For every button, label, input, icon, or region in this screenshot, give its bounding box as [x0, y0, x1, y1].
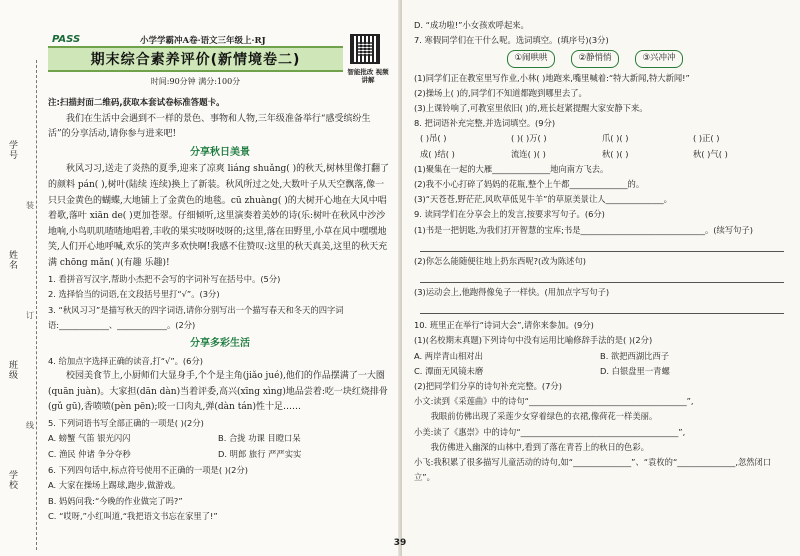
question-9-3: (3)运动会上,他跑得像兔子一样快。(用加点字写句子) [414, 287, 610, 298]
exam-meta: 时间:90分钟 满分:100分 [150, 77, 241, 86]
question-10-options-row1 [414, 349, 790, 364]
series-label: 小学学霸冲A卷·语文三年级上·RJ [140, 36, 266, 46]
qr-caption: 智能批改 视频讲解 [347, 68, 389, 84]
poem-share-3: 小飞:我积累了很多描写儿童活动的诗句,如“______________”、“袁枚的“______________,忽然闭口立”。 [414, 457, 772, 483]
question-8-row2 [414, 147, 790, 162]
exam-title: 期末综合素养评价(新情境卷二) [90, 52, 301, 68]
right-content [414, 18, 790, 485]
option-a[interactable]: A. 螃蟹 气笛 银光闪闪 [48, 433, 131, 444]
option-b[interactable]: B. 合拢 功课 目瞪口呆 [218, 433, 301, 444]
question-3: 3. “秋风习习”是描写秋天的四字词语,请你分别写出一个描写春天和冬天的四字词语:____________、____________。(2分) [48, 304, 344, 331]
autumn-passage: 秋风习习,送走了炎热的夏季,迎来了凉爽 liáng shuǎng( )的秋天,树林里像打翻了的颜料 pán( ),树叶(陆续 连续)换上了新装。秋风所过之处,大数叶子从天空飘落,像一只只金黄色的蝴蝶,大地铺上了金黄色的地毯。cū zhuàng( )的大树开心地在大风中唱着歌,落叶 xiān de( )更加苍翠。仔细倾听,这里演奏着美妙的诗(乐:树叶在秋风中沙沙地响,小鸟叽叽喳喳地唱着,丰收的果实吱呀吱呀的;这里,落在田野里,小草在风中嘿嘿地笑,人们开心地呼喊,欢乐的笑声多欢快啊!我感不住赞叹:这里的秋天真美,这里的秋天充满 chōng mǎn( )(有趣 乐趣)! [48, 164, 390, 268]
option-c[interactable]: C. “哎呀,”小红叫道,“我把语文书忘在家里了!” [48, 511, 218, 522]
option-d[interactable]: D. 明郎 旅行 严严实实 [218, 449, 302, 460]
cut-mark: 线 [26, 421, 34, 430]
poem-share-1: 小文:读到《采莲曲》中的诗句“______________________________________”, [414, 396, 694, 407]
name-label: 姓名 [7, 250, 17, 270]
question-6: 6. 下列四句话中,标点符号使用不正确的一项是( )(2分) [48, 464, 248, 475]
fill-blank[interactable]: 秋( )( ) [602, 148, 629, 159]
question-2: 2. 选择恰当的词语,在文段括号里打“√”。(3分) [48, 289, 220, 300]
fill-blank[interactable]: 成( )结( ) [420, 148, 455, 159]
question-5-options-row1 [48, 431, 392, 447]
question-7-1: (1)同学们正在教室里写作业,小林( )地跑来,嘴里喊着:“特大新闻,特大新闻!” [414, 72, 690, 83]
question-7-word-bank [414, 50, 790, 67]
word-option[interactable]: ②静悄悄 [571, 50, 618, 67]
section-title-life: 分享多彩生活 [190, 337, 250, 349]
page-number: 39 [393, 538, 407, 548]
question-7-2: (2)操场上( )的,同学们不知道都跑到哪里去了。 [414, 87, 587, 98]
scan-note: 注:扫描封面二维码,获取本套试卷标准答题卡。 [48, 98, 225, 108]
answer-line[interactable] [420, 238, 784, 252]
fill-blank[interactable]: ( )( )万( ) [511, 133, 547, 144]
question-4: 4. 给加点字选择正确的读音,打“√”。(6分) [48, 355, 203, 366]
student-id-label: 学号 [7, 140, 17, 160]
food-passage: 校园美食节上,小厨师们大显身手,个个是主角(jiǎo jué),他们的作品摆满了一大圈(quān juàn)。大家担(dān dàn)当着评委,高兴(xīng xìng)地品尝着:吃一块红烧排骨(gǔ gū),香喷喷(pèn pēn);咬一口肉丸,弹(dàn tán)性十足…… [48, 371, 388, 413]
question-9-1: (1)书是一把钥匙,为我们打开智慧的宝库;书是______________________________。(续写句子) [414, 224, 753, 235]
question-10-options-row2 [414, 364, 790, 379]
question-8: 8. 把词语补充完整,并选词填空。(9分) [414, 118, 556, 129]
binding-cut-line [36, 60, 37, 550]
poem-share-1-desc: 我眼前仿佛出现了采莲少女穿着绿色的衣裙,像荷花一样美丽。 [430, 411, 658, 422]
fill-blank[interactable]: 爪( )( ) [602, 133, 629, 144]
fill-blank[interactable]: 流连( )( ) [511, 148, 546, 159]
question-9: 9. 读同学们在分享会上的发言,按要求写句子。(6分) [414, 209, 605, 220]
answer-line[interactable] [420, 269, 784, 283]
option-d[interactable]: D. 白银盘里一青螺 [600, 365, 670, 376]
fill-blank[interactable]: ( )正( ) [693, 133, 720, 144]
option-b[interactable]: B. 妈妈问我:“今晚的作业做完了吗?” [48, 495, 183, 506]
question-10: 10. 班里正在举行“诗词大会”,请你来参加。(9分) [414, 320, 594, 331]
word-option[interactable]: ①闹哄哄 [507, 50, 554, 67]
question-5-options-row2 [48, 447, 392, 463]
option-a[interactable]: A. 两岸青山相对出 [414, 350, 483, 361]
option-d[interactable]: D. “成功啦!”小女孩欢呼起来。 [414, 20, 529, 30]
qr-code-icon[interactable] [350, 34, 380, 64]
left-content [48, 96, 392, 525]
word-option[interactable]: ③兴冲冲 [635, 50, 682, 67]
question-5: 5. 下列词语书写全部正确的一项是( )(2分) [48, 417, 204, 428]
question-1: 1. 看拼音写汉字,帮助小杰把不会写的字词补写在括号中。(5分) [48, 273, 281, 284]
class-label: 班级 [7, 360, 17, 380]
question-8-row1 [414, 131, 790, 146]
intro-paragraph: 我们在生活中会遇到不一样的景色、事物和人物,三年级准备举行“感受缤纷生活”的分享活动,请你参与进来吧! [48, 113, 371, 140]
brand-logo: PASS [52, 34, 81, 45]
binding-strip [0, 0, 40, 556]
question-8-1: (1)聚集在一起的大雁______________地向南方飞去。 [414, 163, 609, 174]
right-page [402, 0, 800, 556]
fill-blank[interactable]: 秋( )气( ) [693, 148, 728, 159]
question-7-3: (3)上课铃响了,可教室里依旧( )的,班长赶紧提醒大家安静下来。 [414, 103, 648, 114]
option-a[interactable]: A. 大家在操场上踢球,跑步,做游戏。 [48, 480, 181, 491]
option-c[interactable]: C. 潭面无风镜未磨 [414, 365, 484, 376]
question-8-3: (3)“天苍苍,野茫茫,风吹草低见牛羊”的草原美景让人______________。 [414, 194, 672, 205]
section-title-autumn: 分享秋日美景 [190, 146, 250, 158]
title-banner [48, 46, 343, 72]
poem-share-2: 小美:读了《惠崇》中的诗句“______________________________________”, [414, 426, 686, 437]
poem-share-2-desc: 我仿佛进入幽深的山林中,看到了落在青苔上的秋日的色彩。 [430, 441, 649, 452]
question-7: 7. 寒假同学们在干什么呢。选词填空。(填序号)(3分) [414, 35, 609, 46]
option-b[interactable]: B. 欲把西湖比西子 [600, 350, 670, 361]
option-c[interactable]: C. 渔民 仲诸 争分夺秒 [48, 449, 131, 460]
question-10-2: (2)把同学们分享的诗句补充完整。(7分) [414, 381, 562, 392]
question-9-2: (2)你怎么能随便往地上扔东西呢?(改为陈述句) [414, 255, 586, 266]
exam-header [48, 30, 390, 90]
question-10-1: (1)(名校期末真题)下列诗句中没有运用比喻修辞手法的是( )(2分) [414, 335, 653, 346]
school-label: 学校 [7, 470, 17, 490]
fill-blank[interactable]: ( )吊( ) [420, 133, 447, 144]
cut-mark: 订 [26, 311, 34, 320]
answer-line[interactable] [420, 300, 784, 314]
cut-mark: 装 [26, 201, 34, 210]
question-8-2: (2)我不小心打碎了妈妈的花瓶,整个上午都______________的。 [414, 179, 645, 190]
